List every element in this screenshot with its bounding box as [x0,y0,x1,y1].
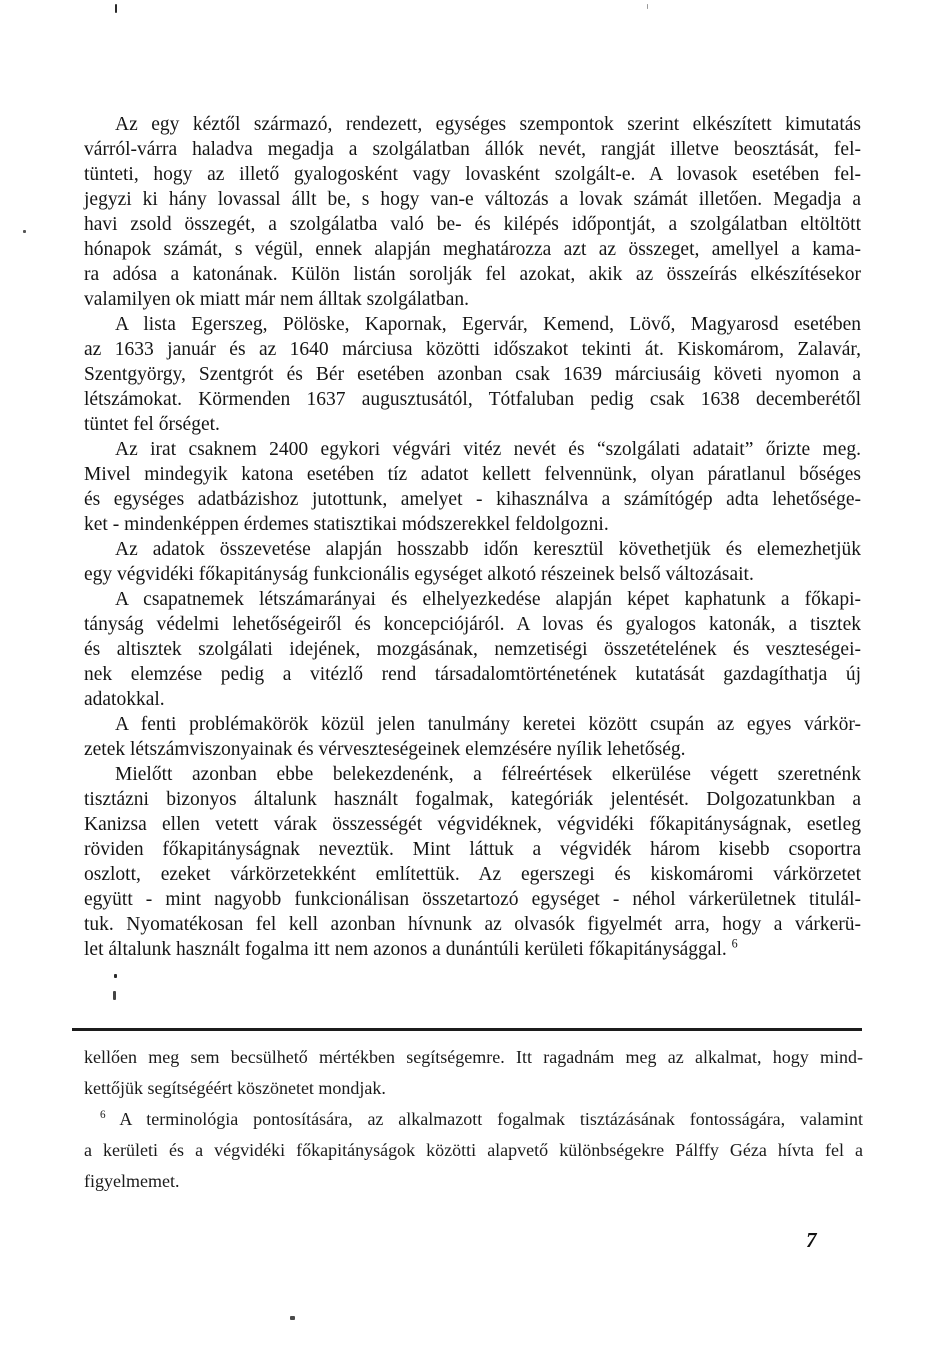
text-line: adatokkal. [84,689,165,710]
text-line: és altisztek szolgálati idejének, mozgásának, nemzetiségi összetételének és veszteségei- [84,639,861,660]
text-line: ket - mindenképpen érdemes statisztikai módszerekkel feldolgozni. [84,514,609,535]
footnote-separator-rule [72,1028,862,1031]
scan-speck [114,974,117,978]
text-line: tányság védelmi lehetőségeiről és koncepciójáról. A lovas és gyalogos katonák, a tisztek [84,614,861,635]
text-line: együtt - mint nagyobb funkcionálisan összetartozó egységet - néhol várkerületnek titulál- [84,889,861,910]
scan-speck [23,230,26,233]
text-line: nek elemzése pedig a vitézlő rend társadalomtörténetének kutatását gazdagíthatja új [84,664,861,685]
footnote-reference-marker: 6 [731,936,738,951]
footnote-number-marker: 6 [100,1109,106,1121]
text-line: Kanizsa ellen vetett várak összességét végvidéknek, végvidéki főkapitányságnak, esetleg [84,814,861,835]
text-line: Mivel mindegyik katona esetében tíz adatot kellett felvennünk, olyan páratlanul bőséges [84,464,861,485]
text-line: havi zsold összegét, a szolgálatba való be- és kilépés időpontját, a szolgálatban eltöltött [84,214,861,235]
text-line: ra adósa a katonának. Külön listán sorolják fel azokat, akik az összeírás elkészítésekor [84,264,861,285]
text-line: létszámokat. Körmenden 1637 augusztusától, Tótfaluban pedig csak 1638 decemberétől [84,389,861,410]
page-number: 7 [806,1228,817,1252]
text-line: és egységes adatbázishoz jutottunk, amelyet - kihasználva a számítógép adta lehetősége- [84,489,861,510]
text-line: jegyzi ki hány lovassal állt be, s hogy van-e változás a lovak számát illetően. Megadja a [84,189,861,210]
text-line: zetek létszámviszonyainak és vérveszteségeinek elemzésére nyílik lehetőség. [84,739,686,760]
text-line: tünteti, hogy az illető gyalogosként vagy lovasként szolgált-e. A lovasok esetében fel- [84,164,861,185]
text-line: oszlott, ezeket várkörzetekként említettük. Az egerszegi és kiskomáromi várkörzetet [84,864,861,885]
text-line: Az irat csaknem 2400 egykori végvári vitéz nevét és “szolgálati adatait” őrizte meg. [115,439,861,460]
body-text-block [84,112,861,962]
text-line: $^6$ A terminológia pontosítására, az alkalmazott fogalmak tisztázásának fontosságára, valamint [100,1109,863,1129]
text-line: egy végvidéki főkapitányság funkcionális egységet alkotó részeinek belső változásait. [84,564,754,585]
scan-speck [290,1316,295,1320]
text-line: hónapok számát, s végül, ennek alapján meghatározza azt az összeget, amellyel a kama- [84,239,861,260]
footnote-block [84,1042,863,1197]
text-line: Szentgyörgy, Szentgrót és Bér esetében azonban csak 1639 márciusáig követi nyomon a [84,364,861,385]
scan-speck [113,991,116,1000]
text-line: kettőjük segítségéért köszönetet mondjak. [84,1078,386,1098]
text-line: figyelmemet. [84,1171,180,1191]
text-line: Mielőtt azonban ebbe belekezdenénk, a félreértések elkerülése végett szeretnénk [115,764,861,785]
text-line: Az egy kéztől származó, rendezett, egységes szempontok szerint elkészített kimutatás [115,114,861,135]
text-line: A csapatnemek létszámarányai és elhelyezkedése alapján képet kaphatunk a főkapi- [115,589,861,610]
scan-speck [115,4,117,13]
text-line: tüntet fel őrséget. [84,414,220,435]
text-line: let általunk használt fogalma itt nem azonos a dunántúli kerületi főkapitánysággal. $^6$ [84,936,738,960]
scan-speck [647,4,648,9]
text-line: röviden főkapitányságnak neveztük. Mint láttuk a végvidék három kisebb csoportra [84,839,861,860]
text-line: valamilyen ok miatt már nem álltak szolgálatban. [84,289,470,310]
text-line: Az adatok összevetése alapján hosszabb időn keresztül követhetjük és elemezhetjük [115,539,861,560]
text-line: várról-várra haladva megadja a szolgálatban állók nevét, rangját illetve beosztását, fel- [84,139,861,160]
text-line: a kerületi és a végvidéki főkapitányságok közötti alapvető különbségekre Pálffy Géza hívta fel a [84,1140,863,1160]
text-line: tisztázni bizonyos általunk használt fogalmak, kategóriák jelentését. Dolgozatunkban a [84,789,861,810]
text-line: tuk. Nyomatékosan fel kell azonban hívnunk az olvasók figyelmét arra, hogy a várkerü- [84,914,861,935]
text-line: A fenti problémakörök közül jelen tanulmány keretei között csupán az egyes várkör- [115,714,861,735]
text-line: kellően meg sem becsülhető mértékben segítségemre. Itt ragadnám meg az alkalmat, hogy mind- [84,1047,863,1067]
text-line: az 1633 január és az 1640 márciusa közötti időszakot tekinti át. Kiskomárom, Zalavár, [84,339,861,360]
text-line: A lista Egerszeg, Pölöske, Kapornak, Egervár, Kemend, Lövő, Magyarosd esetében [115,314,861,335]
